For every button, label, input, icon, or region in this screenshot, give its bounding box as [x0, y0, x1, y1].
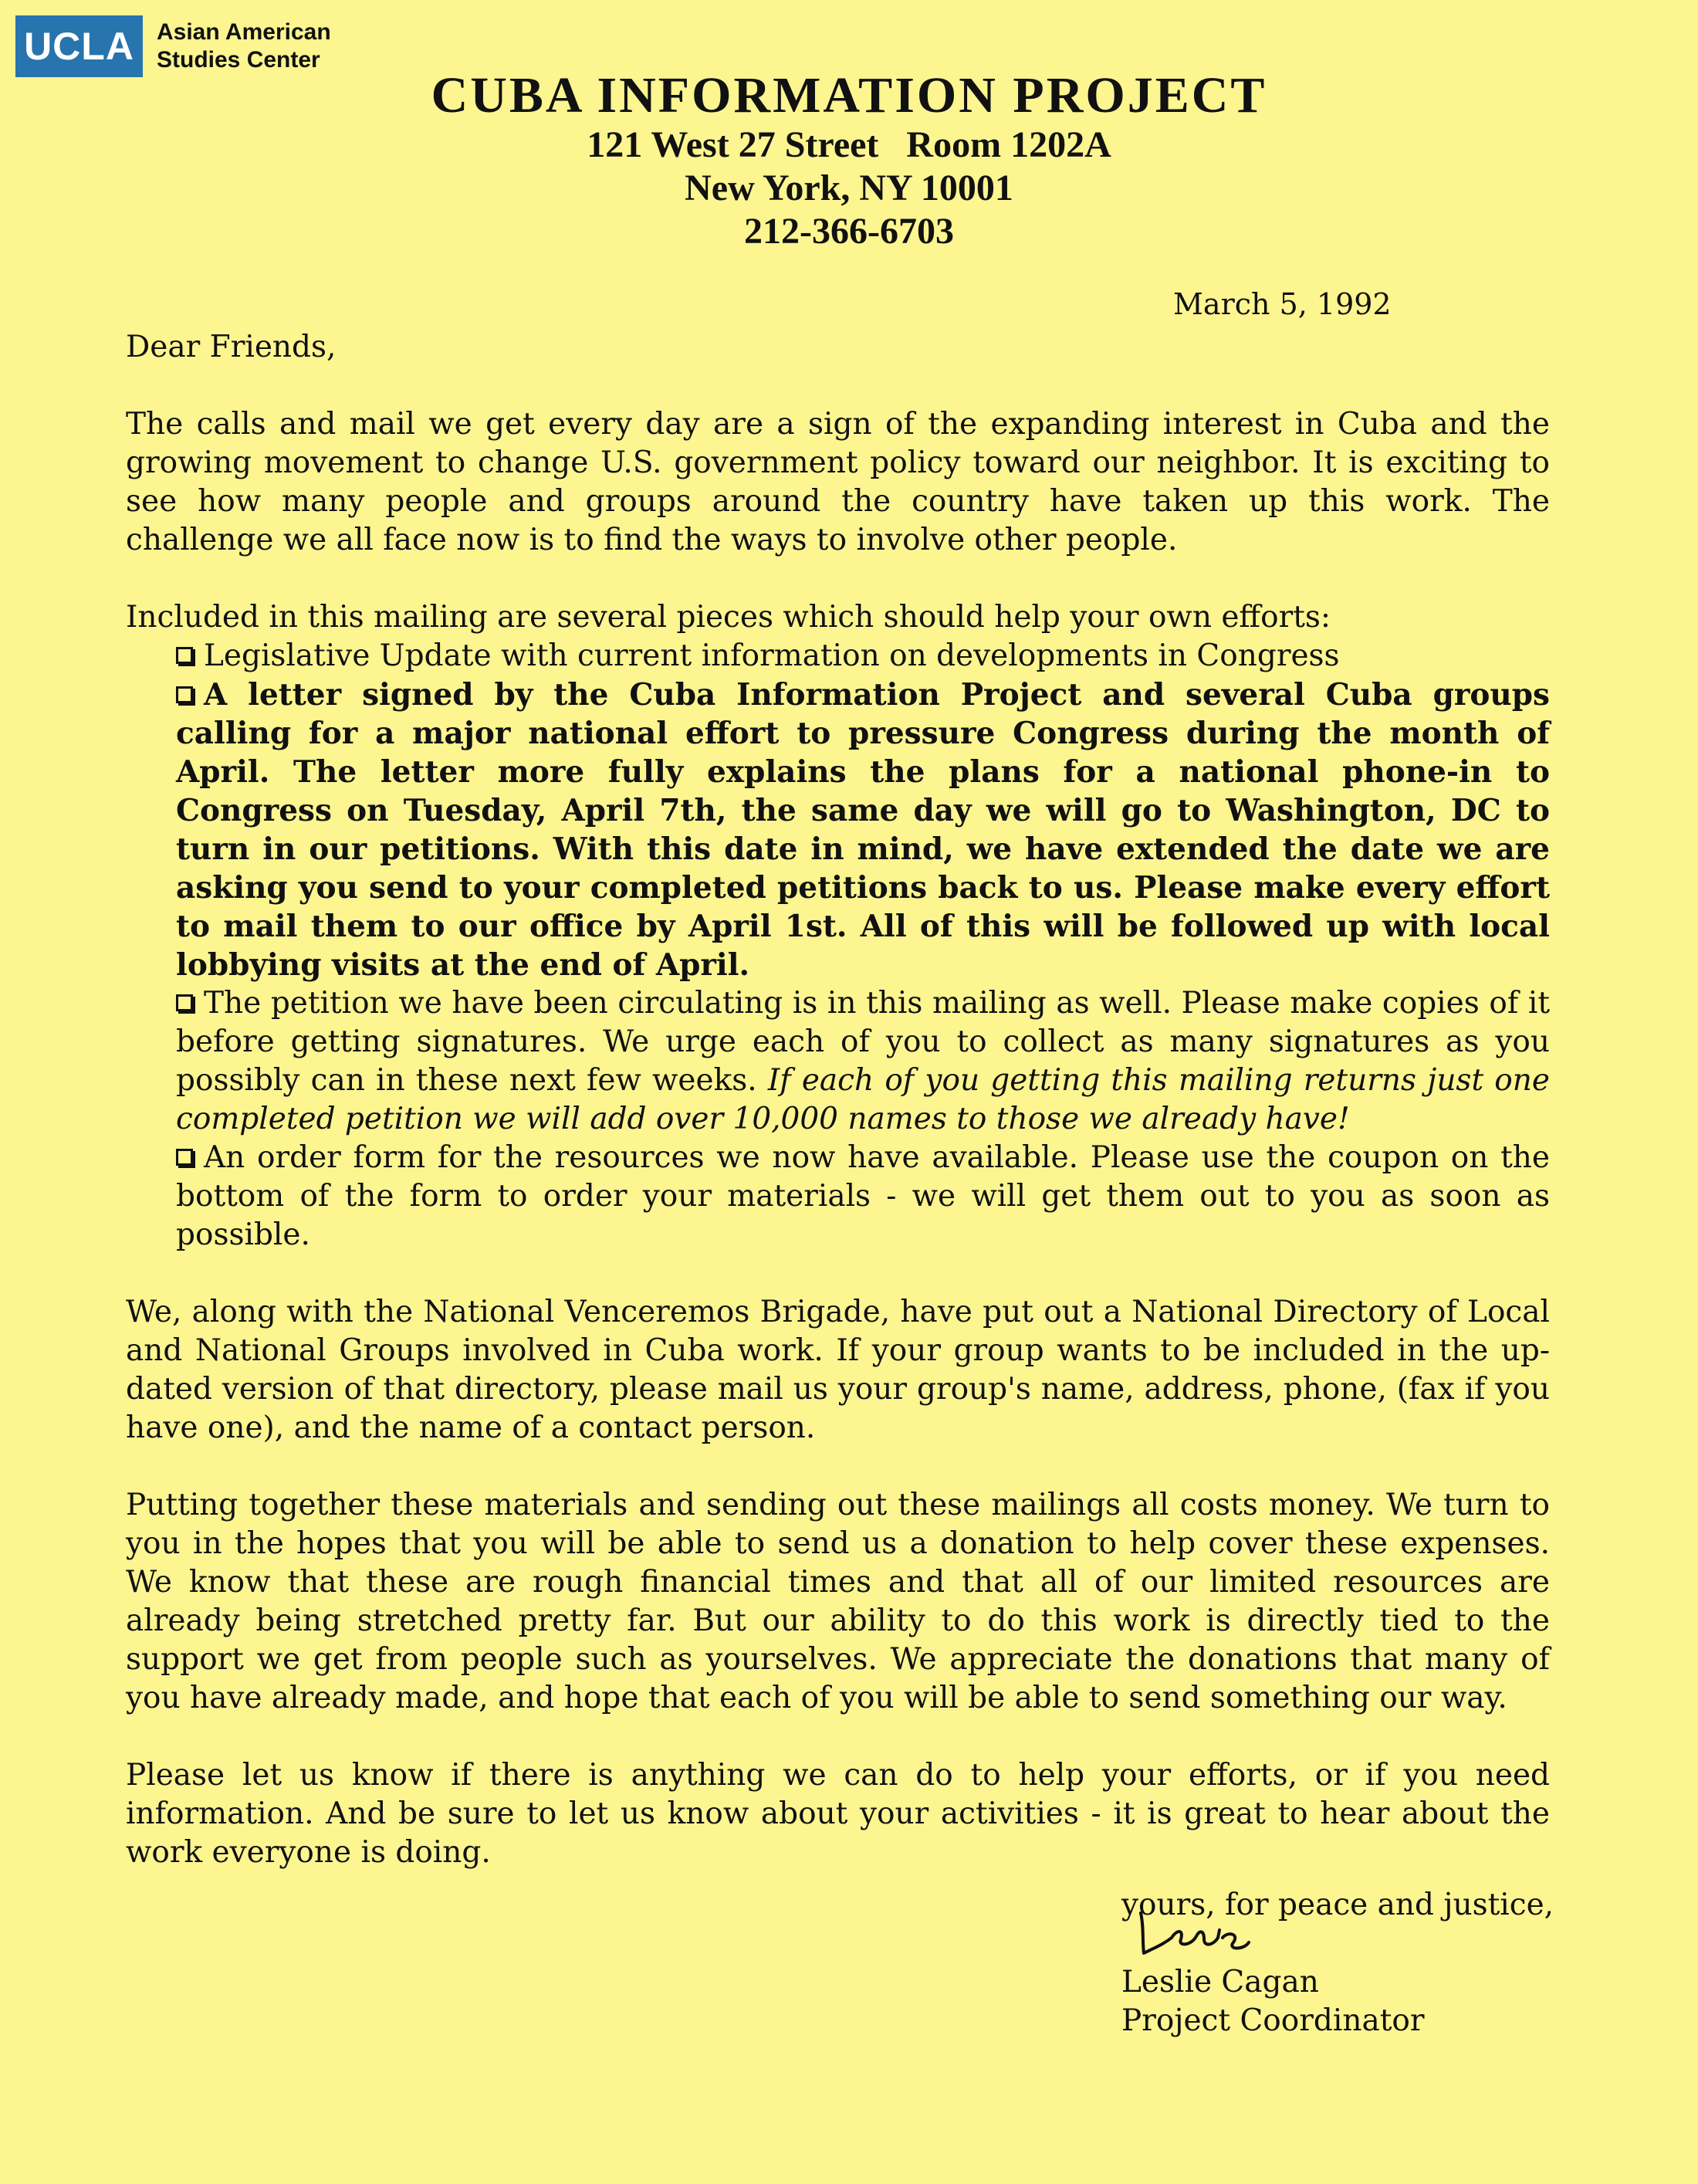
- list-item-text: An order form for the resources we now have available. Please use the coupon on the bottom of the form to order your materials - we will get them out to you as soon as possible.: [176, 1140, 1550, 1252]
- list-item: [176, 984, 1550, 1139]
- list-item: [176, 1139, 1550, 1255]
- valediction: yours, for peace and justice,: [1121, 1888, 1554, 1922]
- address-line-2: New York, NY 10001: [685, 168, 1013, 208]
- paragraph-closing: Please let us know if there is anything we can do to help your efforts, or if you need information. And be sure to let us know about your activities - it is great to hear about the work everyone is doing.: [126, 1758, 1550, 1870]
- logo-text-line1: Asian American: [157, 19, 331, 45]
- list-item-text: The petition we have been circulating is in this mailing as well. Please make copies of it before getting signatures. We urge each of you to collect as many signatures as you possibly can in these next few weeks.: [176, 986, 1550, 1098]
- letterhead-title: CUBA INFORMATION PROJECT: [431, 67, 1267, 124]
- checkbox-icon: [176, 686, 193, 703]
- list-item: [176, 676, 1550, 984]
- logo-text: [157, 19, 331, 74]
- list-item-text: Legislative Update with current information on developments in Congress: [204, 638, 1340, 673]
- paragraph-donation: Putting together these materials and sending out these mailings all costs money. We turn to you in the hopes that you will be able to send us a donation to help cover these expenses. We know that these are rough financial times and that all of our limited resources are already being stretched pretty far. But our ability to do this work is directly tied to the support we get from people such as yourselves. We appreciate the donations that many of you have already made, and hope that each of you will be able to send something our way.: [126, 1488, 1550, 1715]
- list-item-emphasis: If each of you getting this mailing returns just one completed petition we will add over 10,000 names to those we already have!: [176, 1063, 1550, 1136]
- included-intro: Included in this mailing are several pieces which should help your own efforts:: [126, 600, 1331, 635]
- signer-name: Leslie Cagan: [1121, 1965, 1319, 1999]
- checkbox-icon: [176, 994, 193, 1011]
- letter-date: March 5, 1992: [1173, 287, 1392, 321]
- letterhead: [0, 68, 1698, 253]
- logo-text-line2: Studies Center: [157, 47, 320, 73]
- checkbox-icon: [176, 1149, 193, 1166]
- list-item: [176, 637, 1550, 676]
- list-item-text: A letter signed by the Cuba Information Project and several Cuba groups calling for a major national effort to pressure Congress during the month of April. The letter more fully explains the plans for a national phone-in to Congress on Tuesday, April 7th, the same day we will go to Washington, DC to turn in our petitions. With this date in mind, we have extended the date we are asking you send to your completed petitions back to us. Please make every effort to mail them to our office by April 1st. All of this will be followed up with local lobbying visits at the end of April.: [176, 677, 1550, 983]
- handwritten-signature: [1133, 1907, 1257, 1961]
- paragraph-directory: We, along with the National Venceremos Brigade, have put out a National Directory of Local and National Groups involved in Cuba work. If your group wants to be included in the up-dated version of that directory, please mail us your group's name, address, phone, (fax if you have one), and the name of a contact person.: [126, 1295, 1550, 1445]
- salutation: Dear Friends,: [126, 330, 337, 364]
- phone-number: 212-366-6703: [744, 211, 954, 252]
- paragraph-intro: The calls and mail we get every day are a sign of the expanding interest in Cuba and the growing movement to change U.S. government policy toward our neighbor. It is exciting to see how many people and groups around the country have taken up this work. The challenge we all face now is to find the ways to involve other people.: [126, 407, 1550, 557]
- letter-body: [126, 328, 1550, 1872]
- address-line-1: 121 West 27 Street Room 1202A: [587, 124, 1111, 165]
- ucla-logo-mark: UCLA: [15, 15, 143, 77]
- signer-title: Project Coordinator: [1121, 2003, 1425, 2038]
- checkbox-icon: [176, 647, 193, 664]
